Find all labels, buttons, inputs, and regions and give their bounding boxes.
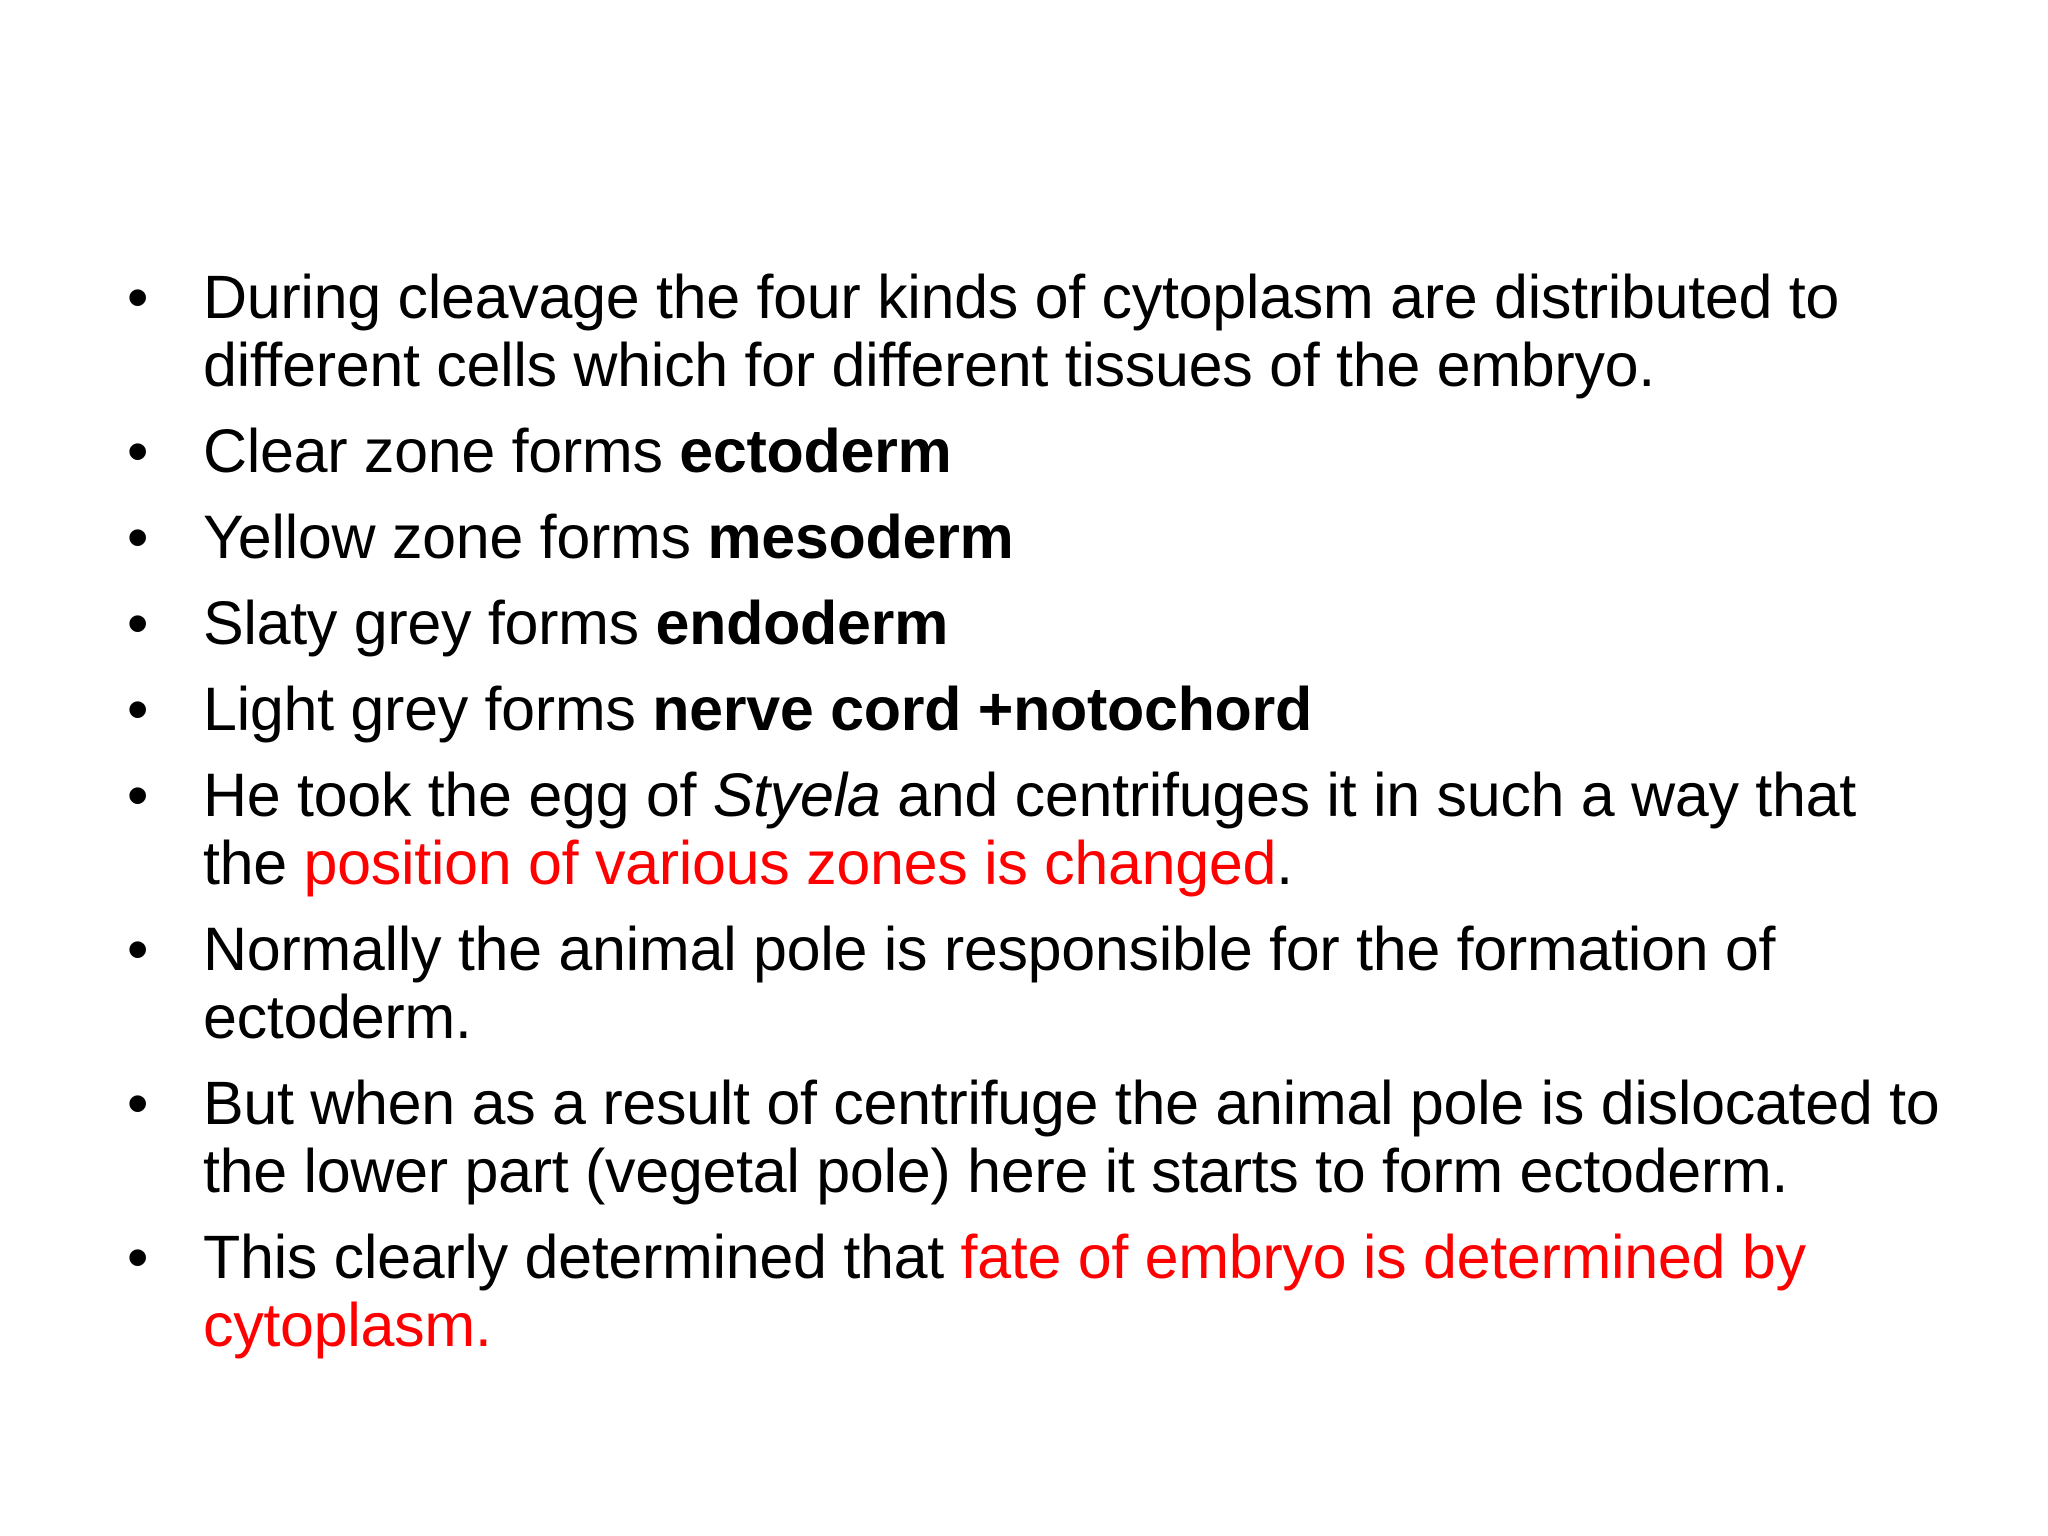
- bullet-dot-icon: •: [127, 1223, 149, 1291]
- bullet-bold-term: endoderm: [655, 589, 949, 657]
- bullet-text: Normally the animal pole is responsible for the formation of ectoderm.: [203, 915, 1776, 1051]
- bullet-bold-term: nerve cord +notochord: [652, 675, 1312, 743]
- bullet-dot-icon: •: [127, 915, 149, 983]
- bullet-highlight-text: position of various zones is changed: [303, 829, 1277, 897]
- bullet-text: This clearly determined that: [203, 1223, 961, 1291]
- bullet-item-cleavage: [120, 263, 1950, 399]
- bullet-item-clear-zone: [120, 417, 1950, 485]
- bullet-bold-term: mesoderm: [707, 503, 1014, 571]
- bullet-text: and centrifuges it in such a way that the: [203, 761, 1856, 897]
- bullet-text: During cleavage the four kinds of cytoplasm are distributed to different cells which for different tissues of the embryo.: [203, 263, 1840, 399]
- bullet-text: .: [1276, 829, 1293, 897]
- bullet-item-yellow-zone: [120, 503, 1950, 571]
- bullet-italic-term: Styela: [712, 761, 881, 829]
- bullet-item-slaty-grey: [120, 589, 1950, 657]
- bullet-dot-icon: •: [127, 503, 149, 571]
- bullet-dot-icon: •: [127, 589, 149, 657]
- bullet-text: He took the egg of: [203, 761, 713, 829]
- bullet-list: [120, 263, 1950, 1377]
- bullet-item-conclusion: [120, 1223, 1950, 1359]
- bullet-item-centrifuge: [120, 1069, 1950, 1205]
- bullet-text: Clear zone forms: [203, 417, 680, 485]
- bullet-dot-icon: •: [127, 1069, 149, 1137]
- bullet-text: Light grey forms: [203, 675, 653, 743]
- bullet-text: Slaty grey forms: [203, 589, 656, 657]
- bullet-dot-icon: •: [127, 417, 149, 485]
- bullet-dot-icon: •: [127, 263, 149, 331]
- bullet-dot-icon: •: [127, 761, 149, 829]
- bullet-dot-icon: •: [127, 675, 149, 743]
- bullet-bold-term: ectoderm: [679, 417, 952, 485]
- bullet-item-light-grey: [120, 675, 1950, 743]
- bullet-text: Yellow zone forms: [203, 503, 708, 571]
- bullet-highlight-text: fate of embryo is determined by cytoplasm.: [203, 1223, 1806, 1359]
- bullet-item-animal-pole: [120, 915, 1950, 1051]
- bullet-item-styela: [120, 761, 1950, 897]
- bullet-text: But when as a result of centrifuge the animal pole is dislocated to the lower part (vegetal pole) here it starts to form ectoderm.: [203, 1069, 1940, 1205]
